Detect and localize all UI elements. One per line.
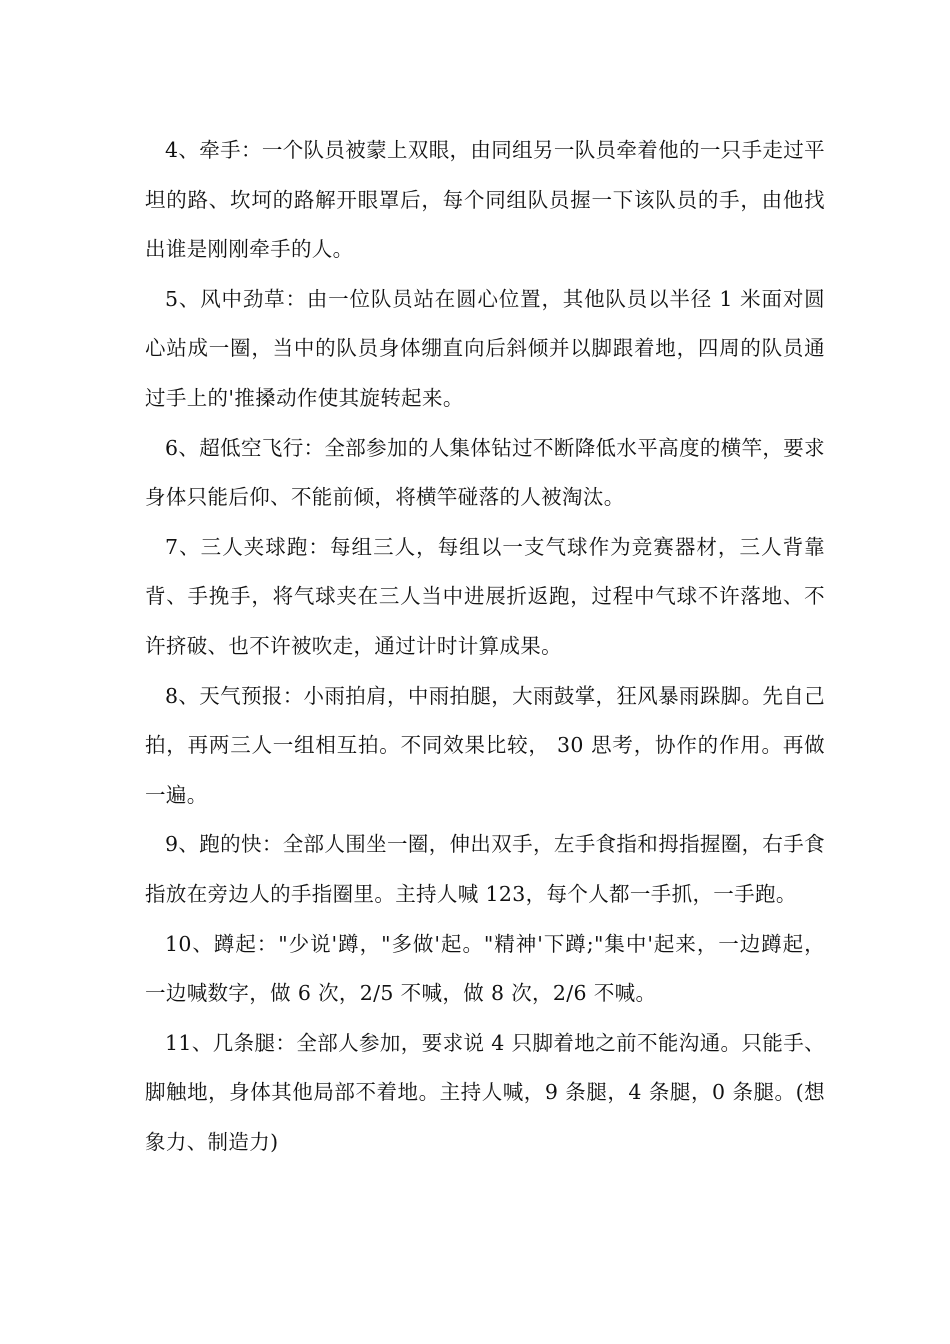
document-body xyxy=(145,126,825,1167)
paragraph-item-7: 7、三人夹球跑：每组三人，每组以一支气球作为竞赛器材，三人背靠背、手挽手，将气球夹在三人当中进展折返跑，过程中气球不许落地、不许挤破、也不许被吹走，通过计时计算成果。 xyxy=(145,534,825,658)
paragraph-item-5: 5、风中劲草：由一位队员站在圆心位置，其他队员以半径 1 米面对圆心站成一圈，当中的队员身体绷直向后斜倾并以脚跟着地，四周的队员通过手上的'推搡动作使其旋转起来。 xyxy=(145,286,825,410)
paragraph-item-11: 11、几条腿：全部人参加，要求说 4 只脚着地之前不能沟通。只能手、脚触地，身体其他局部不着地。主持人喊，9 条腿，4 条腿，0 条腿。(想象力、制造力) xyxy=(145,1030,825,1154)
paragraph-item-4: 4、牵手：一个队员被蒙上双眼，由同组另一队员牵着他的一只手走过平坦的路、坎坷的路解开眼罩后，每个同组队员握一下该队员的手，由他找出谁是刚刚牵手的人。 xyxy=(145,138,825,262)
paragraph-item-6: 6、超低空飞行：全部参加的人集体钻过不断降低水平高度的横竿，要求身体只能后仰、不能前倾，将横竿碰落的人被淘汰。 xyxy=(145,435,825,510)
paragraph-item-10: 10、蹲起："少说'蹲，"多做'起。"精神'下蹲;"集中'起来，一边蹲起，一边喊数字，做 6 次，2/5 不喊，做 8 次，2/6 不喊。 xyxy=(145,931,825,1006)
paragraph-item-8: 8、天气预报：小雨拍肩，中雨拍腿，大雨鼓掌，狂风暴雨跺脚。先自己拍，再两三人一组相互拍。不同效果比较， 30 思考，协作的作用。再做一遍。 xyxy=(145,683,825,807)
paragraph-item-9: 9、跑的快：全部人围坐一圈，伸出双手，左手食指和拇指握圈，右手食指放在旁边人的手指圈里。主持人喊 123，每个人都一手抓，一手跑。 xyxy=(145,832,825,906)
